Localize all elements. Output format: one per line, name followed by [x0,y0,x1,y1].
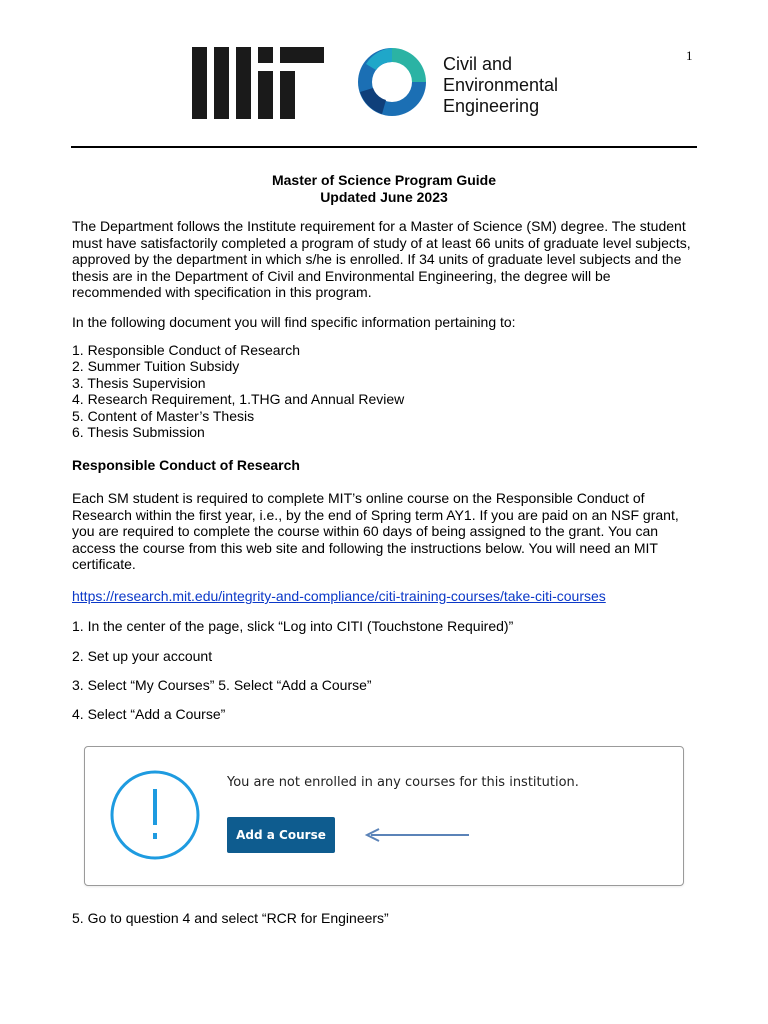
step-item: 2. Set up your account [72,648,213,664]
department-name [443,54,558,117]
step-item: 1. In the center of the page, slick “Log into CITI (Touchstone Required)” [72,618,514,634]
toc-item: 3. Thesis Supervision [72,375,206,391]
add-a-course-button[interactable]: Add a Course [227,817,335,853]
page-number: 1 [686,48,693,63]
document-title: Master of Science Program Guide [271,172,497,188]
toc-item: 1. Responsible Conduct of Research [72,342,301,358]
section-heading-rcr: Responsible Conduct of Research [72,457,300,473]
cee-circle-logo-icon [354,44,430,120]
dept-line-1: Civil and [443,54,513,74]
toc-item: 4. Research Requirement, 1.THG and Annual Review [72,391,405,407]
citi-courses-link[interactable]: https://research.mit.edu/integrity-and-compliance/citi-training-courses/take-citi-courses [72,588,606,604]
not-enrolled-message: You are not enrolled in any courses for this institution. [227,775,579,790]
toc-item: 2. Summer Tuition Subsidy [72,358,240,374]
document-subtitle: Updated June 2023 [320,189,448,205]
step-item: 4. Select “Add a Course” [72,706,226,722]
mit-logo-icon [192,47,324,119]
header-divider [71,146,697,148]
toc-intro: In the following document you will find specific information pertaining to: [72,314,516,330]
citi-screenshot-panel [84,746,684,886]
toc-item: 5. Content of Master’s Thesis [72,408,255,424]
dept-line-2: Environmental [443,75,559,95]
arrow-left-icon [363,827,473,843]
dept-line-3: Engineering [443,96,540,116]
intro-paragraph: The Department follows the Institute requirement for a Master of Science (SM) degree. The student must have satisfactorily completed a program of study of at least 66 units of graduate level subjects, approved by the department in which s/he is enrolled. If 34 units of graduate level subjects and the thesis are in the Department of Civil and Environmental Engineering, the degree will be recommended with specification in this program. [72,218,691,300]
step-item: 3. Select “My Courses” 5. Select “Add a Course” [72,677,372,693]
exclamation-circle-icon [109,769,201,861]
rcr-paragraph: Each SM student is required to complete MIT’s online course on the Responsible Conduct of Research within the first year, i.e., by the end of Spring term AY1. If you are paid on an NSF grant, you are required to complete the course within 60 days of being assigned to the grant. You can access the course from this web site and following the instructions below. You will need an MIT certificate. [72,490,679,572]
toc-item: 6. Thesis Submission [72,424,205,440]
step-item: 5. Go to question 4 and select “RCR for Engineers” [72,910,389,926]
